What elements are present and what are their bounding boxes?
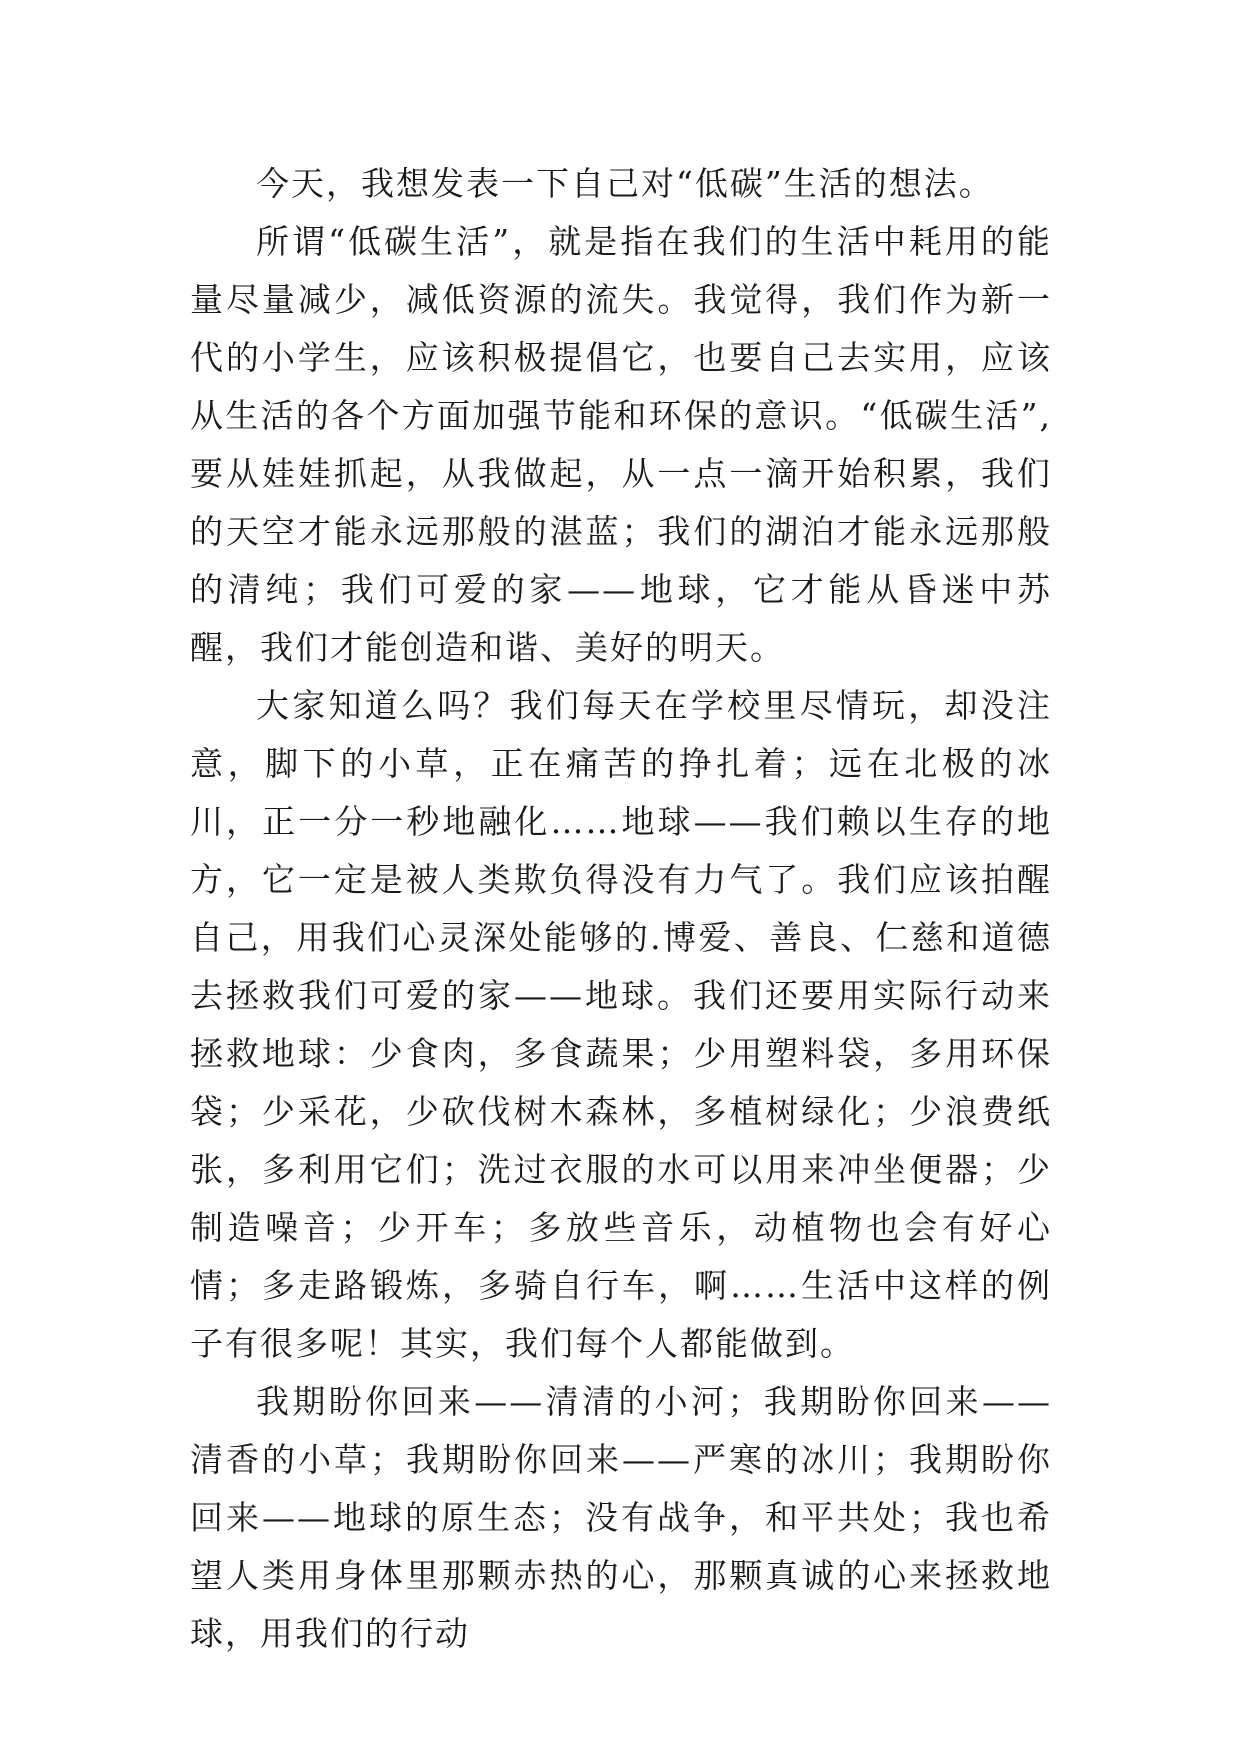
paragraph-actions: 大家知道么吗？我们每天在学校里尽情玩，却没注意，脚下的小草，正在痛苦的挣扎着；远在北极的冰川，正一分一秒地融化……地球——我们赖以生存的地方，它一定是被人类欺负得没有力气了。我们应该拍醒自己，用我们心灵深处能够的.博爱、善良、仁慈和道德去拯救我们可爱的家——地球。我们还要用实际行动来拯救地球：少食肉，多食蔬果；少用塑料袋，多用环保袋；少采花，少砍伐树木森林，多植树绿化；少浪费纸张，多利用它们；洗过衣服的水可以用来冲坐便器；少制造噪音；少开车；多放些音乐，动植物也会有好心情；多走路锻炼，多骑自行车，啊……生活中这样的例子有很多呢！其实，我们每个人都能做到。	[190, 686, 1052, 1363]
paragraph-low-carbon-definition: 所谓“低碳生活”，就是指在我们的生活中耗用的能量尽量减少，减低资源的流失。我觉得，我们作为新一代的小学生，应该积极提倡它，也要自己去实用，应该从生活的各个方面加强节能和环保的意识。“低碳生活”,要从娃娃抓起，从我做起，从一点一滴开始积累，我们的天空才能永远那般的湛蓝；我们的湖泊才能永远那般的清纯；我们可爱的家——地球，它才能从昏迷中苏醒，我们才能创造和谐、美好的明天。	[190, 222, 1052, 667]
paragraph-hope: 我期盼你回来——清清的小河；我期盼你回来——清香的小草；我期盼你回来——严寒的冰川；我期盼你回来——地球的原生态；没有战争，和平共处；我也希望人类用身体里那颗赤热的心，那颗真诚的心来拯救地球，用我们的行动	[190, 1382, 1052, 1653]
paragraph-intro: 今天，我想发表一下自己对“低碳”生活的想法。	[256, 164, 994, 203]
document-body	[190, 155, 1052, 1663]
